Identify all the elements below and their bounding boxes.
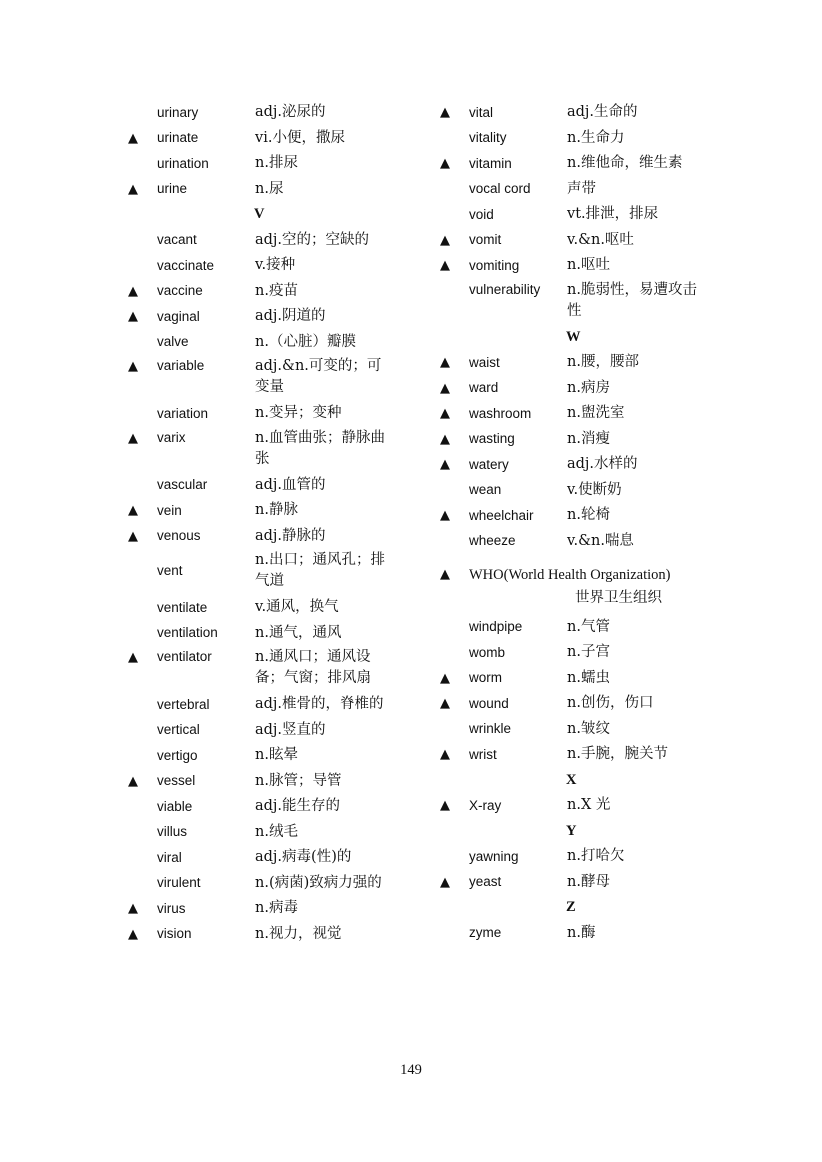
- glossary-entry: [128, 794, 408, 820]
- glossary-entry: [440, 691, 740, 717]
- triangle-marker-icon: ▲: [440, 670, 450, 686]
- entry-term: wasting: [469, 431, 515, 447]
- glossary-entry: [440, 401, 740, 427]
- triangle-marker-icon: ▲: [440, 508, 450, 524]
- glossary-entry: [440, 452, 740, 478]
- entry-definition: v.通风，换气: [255, 599, 339, 616]
- entry-term: vocal cord: [469, 181, 531, 197]
- entry-definition: adj.竖直的: [255, 721, 326, 738]
- entry-definition: n.生命力: [567, 129, 625, 146]
- entry-definition: n.皱纹: [567, 720, 610, 737]
- triangle-marker-icon: ▲: [128, 283, 138, 299]
- entry-term: valve: [157, 334, 189, 350]
- entry-definition: n.酵母: [567, 873, 610, 890]
- entry-definition: adj.椎骨的，脊椎的: [255, 696, 384, 713]
- glossary-entry: [440, 921, 740, 947]
- entry-definition: n.脉管；导管: [255, 772, 342, 789]
- entry-definition: v.&n.喘息: [567, 532, 634, 549]
- entry-definition: n.酶: [567, 924, 596, 941]
- entry-term: vaccinate: [157, 257, 215, 273]
- entry-term: variable: [157, 358, 205, 373]
- glossary-entry: [128, 896, 408, 922]
- glossary-entry: [440, 376, 740, 402]
- entry-term: wean: [469, 482, 502, 498]
- entry-definition: adj.生命的: [567, 104, 638, 121]
- entry-definition: n.绒毛: [255, 823, 298, 840]
- glossary-entry: [128, 126, 408, 152]
- section-letter: X: [566, 771, 577, 788]
- glossary-entry: [128, 820, 408, 846]
- triangle-marker-icon: ▲: [128, 528, 138, 544]
- page-number: 149: [400, 1062, 422, 1078]
- entry-term: vacant: [157, 232, 197, 248]
- glossary-entry: [128, 177, 408, 203]
- triangle-marker-icon: ▲: [128, 181, 138, 197]
- glossary-entry: [440, 742, 740, 768]
- left-column: [128, 100, 408, 947]
- entry-definition: n.变异；变种: [255, 405, 342, 422]
- entry-term: varix: [157, 429, 186, 445]
- entry-term: zyme: [469, 925, 502, 941]
- glossary-entry: [440, 427, 740, 453]
- entry-definition: n.(病菌)致病力强的: [255, 874, 382, 891]
- entry-definition: v.使断奶: [567, 481, 622, 498]
- entry-term: vessel: [157, 773, 196, 789]
- entry-definition: n.血管曲张；静脉曲张: [255, 429, 385, 467]
- glossary-entry: [128, 595, 408, 621]
- glossary-entry: [128, 621, 408, 647]
- glossary-entry: [440, 640, 740, 666]
- entry-definition: n.创伤，伤口: [567, 695, 654, 712]
- entry-definition: n.维他命，维生素: [567, 155, 683, 172]
- glossary-entry: [440, 177, 740, 203]
- entry-definition: 世界卫生组织: [575, 589, 662, 606]
- triangle-marker-icon: ▲: [128, 773, 138, 789]
- entry-term: urination: [157, 155, 209, 171]
- entry-term: womb: [469, 644, 506, 660]
- triangle-marker-icon: ▲: [128, 430, 138, 446]
- entry-definition: n.眩晕: [255, 747, 298, 764]
- entry-term: variation: [157, 405, 209, 421]
- triangle-marker-icon: ▲: [440, 747, 450, 763]
- entry-definition: 声带: [567, 180, 596, 197]
- entry-term: ventilation: [157, 625, 218, 641]
- entry-term: vital: [469, 104, 494, 120]
- entry-definition: n.打哈欠: [567, 848, 625, 865]
- triangle-marker-icon: ▲: [128, 926, 138, 942]
- entry-term: worm: [469, 670, 502, 686]
- entry-definition: n.排尿: [255, 155, 298, 172]
- glossary-entry: [128, 646, 408, 692]
- triangle-marker-icon: ▲: [440, 874, 450, 890]
- entry-term: vaccine: [157, 283, 203, 299]
- triangle-marker-icon: ▲: [128, 309, 138, 325]
- entry-term: vitamin: [469, 155, 512, 171]
- triangle-marker-icon: ▲: [440, 457, 450, 473]
- triangle-marker-icon: ▲: [440, 406, 450, 422]
- glossary-entry: [440, 228, 740, 254]
- entry-definition: n.疫苗: [255, 282, 298, 299]
- entry-term: vein: [157, 502, 182, 518]
- entry-definition: v.接种: [255, 257, 296, 274]
- entry-definition: adj.血管的: [255, 476, 326, 493]
- glossary-entry: [440, 100, 740, 126]
- glossary-entry: [440, 350, 740, 376]
- entry-term: villus: [157, 824, 188, 840]
- entry-term: urinate: [157, 130, 199, 146]
- entry-term: watery: [469, 456, 509, 472]
- entry-definition: adj.泌尿的: [255, 104, 326, 121]
- entry-term: void: [469, 206, 494, 222]
- entry-term: windpipe: [469, 619, 523, 635]
- glossary-entry: [128, 473, 408, 499]
- entry-definition: n.静脉: [255, 502, 298, 519]
- glossary-entry: [440, 870, 740, 896]
- entry-term: yeast: [469, 874, 502, 890]
- entry-definition: adj.阴道的: [255, 308, 326, 325]
- entry-term: wheeze: [469, 533, 516, 549]
- entry-definition: vi.小便，撒尿: [255, 129, 345, 146]
- glossary-entry: [128, 427, 408, 473]
- section-letter: Y: [566, 822, 577, 839]
- entry-definition: n.尿: [255, 180, 284, 197]
- entry-term: wheelchair: [469, 507, 534, 523]
- glossary-entry: [128, 228, 408, 254]
- glossary-entry: [440, 793, 740, 819]
- glossary-entry: [128, 524, 408, 550]
- triangle-marker-icon: ▲: [128, 901, 138, 917]
- entry-definition: n.通气，通风: [255, 624, 342, 641]
- right-column: [440, 100, 740, 946]
- glossary-entry: [440, 253, 740, 279]
- triangle-marker-icon: ▲: [128, 359, 138, 374]
- glossary-entry: [128, 718, 408, 744]
- entry-term: virulent: [157, 875, 201, 891]
- entry-term: virus: [157, 900, 186, 916]
- triangle-marker-icon: ▲: [440, 355, 450, 371]
- glossary-entry: [440, 279, 740, 325]
- entry-term: vulnerability: [469, 281, 541, 297]
- entry-definition: n.病毒: [255, 900, 298, 917]
- entry-term: X-ray: [469, 797, 502, 813]
- glossary-entry: [128, 692, 408, 718]
- entry-term: wrinkle: [469, 721, 512, 737]
- glossary-entry: [128, 304, 408, 330]
- glossary-entry: [440, 503, 740, 529]
- glossary-entry: [128, 743, 408, 769]
- entry-definition: n.轮椅: [567, 507, 610, 524]
- glossary-entry: [128, 253, 408, 279]
- glossary-entry: [128, 151, 408, 177]
- entry-term: washroom: [469, 405, 532, 421]
- glossary-entry: [128, 922, 408, 948]
- entry-term: viral: [157, 849, 182, 865]
- entry-term: urinary: [157, 104, 199, 120]
- triangle-marker-icon: ▲: [128, 503, 138, 519]
- glossary-entry: [128, 769, 408, 795]
- triangle-marker-icon: ▲: [440, 156, 450, 172]
- entry-term: urine: [157, 181, 188, 197]
- entry-definition: n.视力，视觉: [255, 925, 342, 942]
- glossary-entry: [128, 330, 408, 356]
- triangle-marker-icon: ▲: [128, 130, 138, 146]
- glossary-entry: [440, 202, 740, 228]
- entry-definition: adj.能生存的: [255, 798, 341, 815]
- section-letter: V: [254, 206, 265, 223]
- entry-term: vaginal: [157, 308, 200, 324]
- glossary-entry: [440, 844, 740, 870]
- glossary-entry: [440, 615, 740, 641]
- glossary-entry: [128, 871, 408, 897]
- glossary-entry: [128, 845, 408, 871]
- entry-term: yawning: [469, 848, 519, 864]
- triangle-marker-icon: ▲: [440, 258, 450, 274]
- triangle-marker-icon: ▲: [440, 431, 450, 447]
- entry-term: vomiting: [469, 257, 520, 273]
- entry-term: waist: [469, 354, 500, 370]
- glossary-entry: [440, 554, 740, 615]
- entry-term: vomit: [469, 232, 502, 248]
- entry-definition: n.出口；通风孔；排气道: [255, 552, 385, 589]
- entry-term: vision: [157, 926, 192, 942]
- triangle-marker-icon: ▲: [440, 696, 450, 712]
- entry-term: ward: [469, 380, 499, 396]
- section-letter: W: [566, 328, 581, 345]
- entry-term: ventilate: [157, 599, 208, 615]
- entry-definition: n.盥洗室: [567, 405, 625, 422]
- triangle-marker-icon: ▲: [440, 232, 450, 248]
- section-letter: Z: [566, 899, 576, 916]
- entry-term: WHO(World Health Organization): [469, 566, 671, 583]
- entry-definition: n.气管: [567, 618, 610, 635]
- entry-definition: n.手腕，腕关节: [567, 746, 668, 763]
- entry-term: vertebral: [157, 696, 210, 712]
- entry-definition: v.&n.呕吐: [567, 231, 634, 248]
- triangle-marker-icon: ▲: [440, 798, 450, 814]
- entry-definition: n.X 光: [567, 797, 611, 814]
- entry-definition: adj.病毒(性)的: [255, 849, 352, 866]
- entry-definition: adj.空的；空缺的: [255, 231, 370, 248]
- entry-definition: n.腰，腰部: [567, 354, 639, 371]
- glossary-entry: [128, 401, 408, 427]
- glossary-entry: [128, 355, 408, 401]
- entry-term: ventilator: [157, 649, 212, 664]
- entry-term: vertigo: [157, 747, 198, 763]
- entry-definition: n.病房: [567, 379, 610, 396]
- entry-term: vascular: [157, 477, 208, 493]
- entry-definition: n.通风口；通风设备；气窗；排风扇: [255, 649, 371, 686]
- glossary-entry: [128, 498, 408, 524]
- entry-term: vertical: [157, 722, 200, 738]
- glossary-entry: [128, 549, 408, 595]
- entry-definition: n.（心脏）瓣膜: [255, 333, 356, 350]
- glossary-entry: [440, 666, 740, 692]
- triangle-marker-icon: ▲: [440, 380, 450, 396]
- entry-term: wound: [469, 695, 509, 711]
- entry-definition: adj.&n.可变的；可变量: [255, 358, 382, 395]
- glossary-entry: [440, 717, 740, 743]
- entry-definition: adj.水样的: [567, 456, 638, 473]
- glossary-entry: [440, 126, 740, 152]
- entry-definition: n.消瘦: [567, 430, 610, 447]
- entry-definition: adj.静脉的: [255, 527, 326, 544]
- entry-term: viable: [157, 798, 193, 814]
- triangle-marker-icon: ▲: [128, 650, 138, 665]
- triangle-marker-icon: ▲: [440, 105, 450, 121]
- entry-term: vitality: [469, 130, 507, 146]
- glossary-entry: [440, 151, 740, 177]
- entry-definition: n.脆弱性，易遭攻击性: [567, 281, 697, 319]
- triangle-marker-icon: ▲: [440, 567, 450, 583]
- entry-definition: n.子宫: [567, 644, 610, 661]
- entry-term: venous: [157, 528, 201, 544]
- glossary-entry: [128, 279, 408, 305]
- entry-definition: vt.排泄，排尿: [567, 206, 659, 223]
- glossary-entry: [440, 478, 740, 504]
- entry-term: wrist: [469, 746, 497, 762]
- entry-term: vent: [157, 563, 183, 578]
- glossary-entry: [440, 529, 740, 555]
- entry-definition: n.蠕虫: [567, 669, 610, 686]
- glossary-entry: [128, 100, 408, 126]
- entry-definition: n.呕吐: [567, 257, 610, 274]
